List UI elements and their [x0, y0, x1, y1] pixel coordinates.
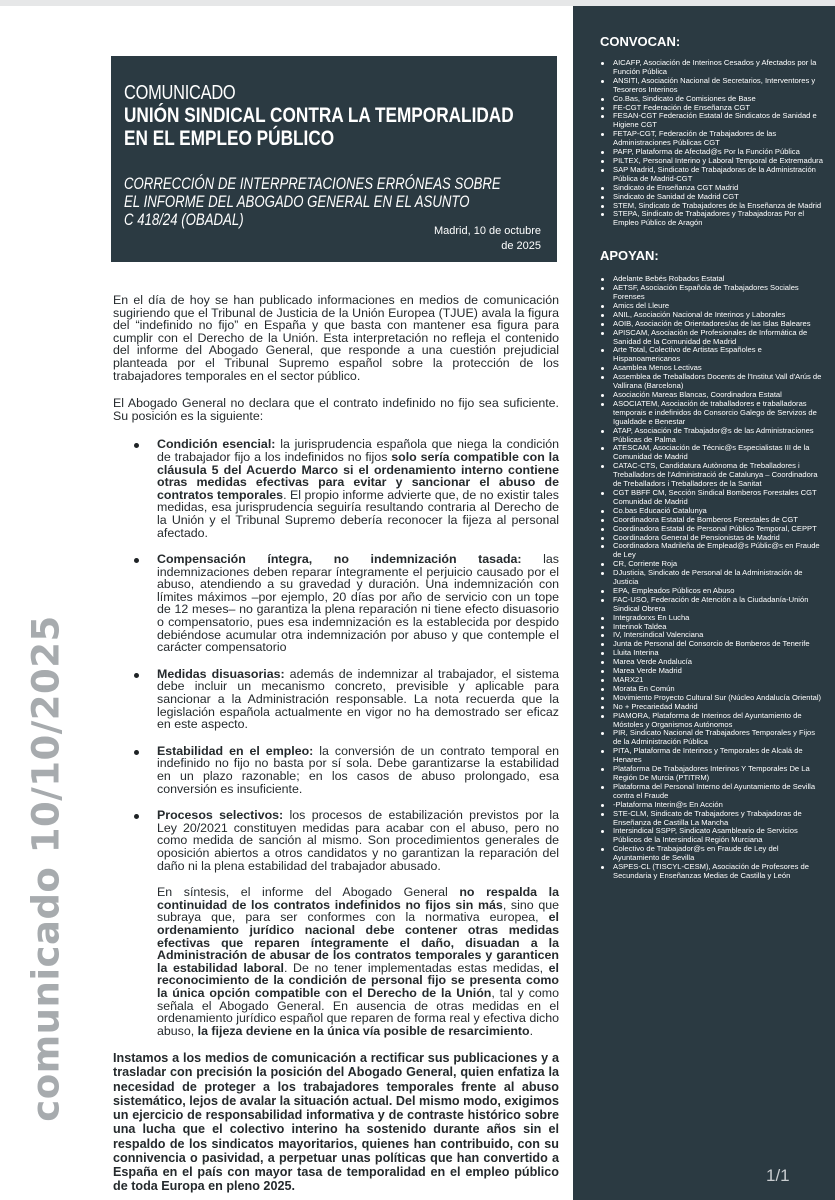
synthesis-bold: la fijeza deviene en la única vía posible de resarcimiento: [197, 1023, 530, 1038]
bullet-heading: Procesos selectivos:: [157, 808, 284, 823]
bullet-heading: Medidas disuasorias:: [157, 666, 285, 681]
organization-item: ATAP, Asociación de Trabajador@s de las Administraciones Públicas de Palma: [600, 427, 823, 445]
organization-item: STEM, Sindicato de Trabajadores de la Enseñanza de Madrid: [600, 202, 823, 211]
organization-item: Sindicato de Enseñanza CGT Madrid: [600, 184, 823, 193]
organization-item: Plataforma del Personal Interno del Ayuntamiento de Sevilla contra el Fraude: [600, 783, 823, 801]
organization-item: Asamblea Menos Lectivas: [600, 364, 823, 373]
organization-item: Coordinadora General de Pensionistas de Madrid: [600, 534, 823, 543]
organization-item: Movimiento Proyecto Cultural Sur (Núcleo Andalucía Oriental): [600, 694, 823, 703]
bullet-condicion-esencial: [113, 438, 559, 539]
apoyan-heading: APOYAN:: [600, 248, 659, 264]
organization-item: Adelante Bebés Robados Estatal: [600, 275, 823, 284]
header-date-line: de 2025: [501, 240, 541, 252]
organization-item: Marea Verde Andalucía: [600, 658, 823, 667]
organization-item: Interinok Taldea: [600, 623, 823, 632]
bullet-text: . El propio informe advierte que, de no existir tales medidas, esa jurisprudencia seguiría resultando contraria al Derecho de la Unión y el Tribunal Supremo debería reconocer la fijeza al personal afectado.: [157, 487, 559, 540]
organization-item: Lluita Interina: [600, 649, 823, 658]
apoyan-list: [600, 275, 823, 881]
synthesis-text: .: [529, 1023, 534, 1038]
sidebar: [573, 6, 835, 1200]
organization-item: Coordinadora Estatal de Bomberos Forestales de CGT: [600, 516, 823, 525]
organization-item: FESAN-CGT Federación Estatal de Sindicatos de Sanidad e Higiene CGT: [600, 112, 823, 130]
organization-item: -Plataforma Interin@s En Acción: [600, 801, 823, 810]
organization-item: Intersindical SSPP, Sindicato Asambleario de Servicios Públicos de la Intersindical Región Murciana: [600, 827, 823, 845]
synthesis-text: , tal y como señala el Abogado General. En ausencia de otras medidas en el ordenamiento jurídico español que reparen de forma real y efectiva dicho abuso,: [157, 985, 560, 1038]
header-date-line: Madrid, 10 de octubre: [433, 225, 541, 237]
organization-item: Asociación Mareas Blancas, Coordinadora Estatal: [600, 391, 823, 400]
organization-item: AOIB, Asociación de Orientadores/as de las Islas Baleares: [600, 320, 823, 329]
organization-item: ASOCIATEM, Asociación de traballadores e traballadoras temporais e indefinidos do Consorcio Galego de Servizos de Igualdade e Benestar: [600, 400, 823, 427]
bullet-text: además de indemnizar al trabajador, el sistema debe incluir un mecanismo concreto, previsible y aplicable para sancionar a la Administración responsable. La nota recuerda que la legislación española actualmente en vigor no ha demostrado ser eficaz en este aspecto.: [157, 666, 559, 732]
header-title: [124, 104, 514, 150]
header-date: [421, 224, 541, 254]
header-title-line: EN EL EMPLEO PÚBLICO: [124, 127, 335, 150]
intro-paragraph: En el día de hoy se han publicado informaciones en medios de comunicación sugiriendo que el Tribunal de Justicia de la Unión Europea (TJUE) avala la figura del “indefinido no fijo” en España y que basta con mantener esa figura para cumplir con el Derecho de la Unión. Esta interpretación no refleja el contenido del informe del Abogado General, que responde a una cuestión prejudicial planteada por el Tribunal Supremo español sobre la protección de los trabajadores temporales en el sector público.: [113, 293, 559, 383]
header-box: [111, 56, 557, 262]
header-subtitle: [124, 175, 540, 229]
organization-item: PIR, Sindicato Nacional de Trabajadores Temporales y Fijos de la Administración Pública: [600, 729, 823, 747]
synthesis-bold: el ordenamiento jurídico nacional debe contener otras medidas efectivas que reparen íntegramente el daño, disuadan a la Administración de abusar de los contratos temporales y garanticen la estabilidad laboral: [157, 910, 559, 975]
organization-item: Arte Total, Colectivo de Artistas Españoles e Hispanoamericanos: [600, 346, 823, 364]
synthesis-bold: no respalda la continuidad de los contratos indefinidos no fijos sin más: [157, 885, 559, 912]
organization-item: PAFP, Plataforma de Afectad@s Por la Función Pública: [600, 148, 823, 157]
organization-item: Plataforma De Trabajadores Interinos Y Temporales De La Región De Murcia (PTITRM): [600, 765, 823, 783]
bullet-compensacion: [113, 553, 559, 654]
bullet-text: la jurisprudencia española que niega la condición de trabajador fijo a los indefinidos no fijos: [157, 437, 560, 464]
organization-item: FE-CGT Federación de Enseñanza CGT: [600, 104, 823, 113]
organization-item: DJusticia, Sindicato de Personal de la Administración de Justicia: [600, 569, 823, 587]
organization-item: IV, Intersindical Valenciana: [600, 631, 823, 640]
position-intro: El Abogado General no declara que el contrato indefinido no fijo sea suficiente. Su posición es la siguiente:: [113, 396, 559, 423]
organization-item: APISCAM, Asociación de Profesionales de Informática de Sanidad de la Comunidad de Madrid: [600, 329, 823, 347]
organization-item: Colectivo de Trabajador@s en Fraude de Ley del Ayuntamiento de Sevilla: [600, 845, 823, 863]
organization-item: PILTEX, Personal Interino y Laboral Temporal de Extremadura: [600, 157, 823, 166]
bullet-heading: Condición esencial:: [157, 437, 276, 452]
bullet-bold-text: solo sería compatible con la cláusula 5 del Acuerdo Marco si el ordenamiento interno contiene otras medidas efectivas para evitar y sancionar el abuso de contratos temporales: [157, 449, 559, 502]
organization-item: Co.bas Educació Catalunya: [600, 507, 823, 516]
header-subtitle-line: C 418/24 (OBADAL): [124, 211, 244, 229]
page-number: 1/1: [766, 1166, 790, 1185]
organization-item: Sindicato de Sanidad de Madrid CGT: [600, 193, 823, 202]
header-subtitle-line: CORRECCIÓN DE INTERPRETACIONES ERRÓNEAS SOBRE: [124, 175, 501, 193]
organization-item: Marea Verde Madrid: [600, 667, 823, 676]
synthesis-text: . De no tener implementadas estas medidas,: [283, 960, 549, 975]
bullet-medidas-disuasorias: [113, 668, 559, 731]
organization-item: Amics del Lleure: [600, 302, 823, 311]
organization-item: Morata En Común: [600, 685, 823, 694]
bullet-heading: Compensación íntegra, no indemnización tasada:: [157, 552, 522, 567]
organization-item: EPA, Empleados Públicos en Abuso: [600, 587, 823, 596]
bullet-estabilidad: [113, 745, 559, 795]
organization-item: Assemblea de Treballadors Docents de l'Institut Vall d'Arús de Vallirana (Barcelona): [600, 373, 823, 391]
header-label: COMUNICADO: [124, 82, 236, 104]
closing-paragraph: Instamos a los medios de comunicación a rectificar sus publicaciones y a trasladar con precisión la posición del Abogado General, quien enfatiza la necesidad de proteger a los trabajadores temporales frente al abuso sistemático, lejos de avalar la situación actual. Del mismo modo, exigimos un ejercicio de responsabilidad informativa y de contraste histórico sobre una lucha que el colectivo interino ha sostenido durante años sin el respaldo de los sindicatos mayoritarios, quienes han contribuido, con su connivencia o pasividad, a perpetuar unas políticas que han convertido a España en el país con mayor tasa de temporalidad en el empleo público de toda Europa en pleno 2025.: [113, 1051, 559, 1194]
header-title-line: UNIÓN SINDICAL CONTRA LA TEMPORALIDAD: [124, 104, 514, 127]
body-text: [113, 294, 559, 1193]
organization-item: Junta de Personal del Consorcio de Bomberos de Tenerife: [600, 640, 823, 649]
organization-item: CR, Corriente Roja: [600, 560, 823, 569]
organization-item: Coordinadora Madrileña de Emplead@s Públic@s en Fraude de Ley: [600, 542, 823, 560]
organization-item: CATAC-CTS, Candidatura Autònoma de Treballadores i Treballadors de l'Administració de Catalunya – Coordinadora de Treballadors i Treballadores de la Sanitat: [600, 462, 823, 489]
bullet-procesos-selectivos: [113, 809, 559, 872]
organization-item: Integradorxs En Lucha: [600, 614, 823, 623]
header-subtitle-line: EL INFORME DEL ABOGADO GENERAL EN EL ASUNTO: [124, 193, 470, 211]
synthesis-text: En síntesis, el informe del Abogado General: [157, 885, 460, 900]
organization-item: AETSF, Asociación Española de Trabajadores Sociales Forenses: [600, 284, 823, 302]
organization-item: CGT BBFF CM, Sección Sindical Bomberos Forestales CGT Comunidad de Madrid: [600, 489, 823, 507]
bullet-text: los procesos de estabilización previstos por la Ley 20/2021 constituyen medidas para acabar con el abuso, pero no como medida de sanción al mismo. Son procedimientos generales de oposición abiertos a otros candidatos y no garantizan la reparación del daño ni la plena estabilidad del trabajador abusado.: [157, 808, 559, 873]
organization-item: ANSITI, Asociación Nacional de Secretarios, Interventores y Tesoreros Interinos: [600, 77, 823, 95]
organization-item: No + Precariedad Madrid: [600, 703, 823, 712]
organization-item: FETAP-CGT, Federación de Trabajadores de las Administraciones Públicas CGT: [600, 130, 823, 148]
organization-item: PITA, Plataforma de Interinos y Temporales de Alcalá de Henares: [600, 747, 823, 765]
organization-item: SAP Madrid, Sindicato de Trabajadoras de la Administración Pública de Madrid-CGT: [600, 166, 823, 184]
organization-item: MARX21: [600, 676, 823, 685]
bullet-text: las indemnizaciones deben reparar íntegramente el perjuicio causado por el abuso, atendiendo a su gravedad y duración. Una indemnización con límites máximos –por ejemplo, 20 días por año de servicio con un tope de 12 meses– no garantiza la plena reparación ni tiene efecto disuasorio o compensatorio, pues esa indemnización es la establecida por despido debiéndose acumular otra indemnización por abuso y que contemple el carácter compensatorio: [157, 552, 559, 655]
organization-item: Coordinadora Estatal de Personal Público Temporal, CEPPT: [600, 525, 823, 534]
bullet-text: la conversión de un contrato temporal en indefinido no fijo no basta por sí sola. Debe garantizarse la estabilidad en un plazo razonable; en los casos de abuso prolongado, esa conversión es insuficiente.: [157, 743, 559, 796]
organization-item: AICAFP, Asociación de Interinos Cesados y Afectados por la Función Pública: [600, 59, 823, 77]
watermark: [24, 600, 68, 1136]
watermark-text: comunicado 10/10/2025: [24, 614, 68, 1122]
bullet-heading: Estabilidad en el empleo:: [157, 743, 314, 758]
organization-item: PIAMORA, Plataforma de Interinos del Ayuntamiento de Móstoles y Organismos Autónomos: [600, 712, 823, 730]
organization-item: ANIL, Asociación Nacional de Interinos y Laborales: [600, 311, 823, 320]
synthesis-paragraph: [113, 886, 559, 1037]
organization-item: STEPA, Sindicato de Trabajadores y Trabajadoras Por el Empleo Público de Aragón: [600, 210, 823, 228]
synthesis-text: , sino que subraya que, para ser conformes con la normativa europea,: [157, 897, 560, 925]
organization-item: FAC-USO, Federación de Atención a la Ciudadanía-Unión Sindical Obrera: [600, 596, 823, 614]
organization-item: STE-CLM, Sindicato de Trabajadores y Trabajadoras de Enseñanza de Castilla La Mancha: [600, 810, 823, 828]
organization-item: Co.Bas, Sindicato de Comisiones de Base: [600, 95, 823, 104]
organization-item: ASPES-CL (TISCYL-CESM), Asociación de Profesores de Secundaria y Enseñanzas Medias de Castilla y León: [600, 863, 823, 881]
convocan-list: [600, 59, 823, 228]
organization-item: ATESCAM, Asociación de Técnic@s Especialistas III de la Comunidad de Madrid: [600, 444, 823, 462]
synthesis-bold: el reconocimiento de la condición de personal fijo se presenta como la única opción compatible con el Derecho de la Unión: [157, 960, 559, 1000]
convocan-heading: CONVOCAN:: [600, 34, 681, 49]
